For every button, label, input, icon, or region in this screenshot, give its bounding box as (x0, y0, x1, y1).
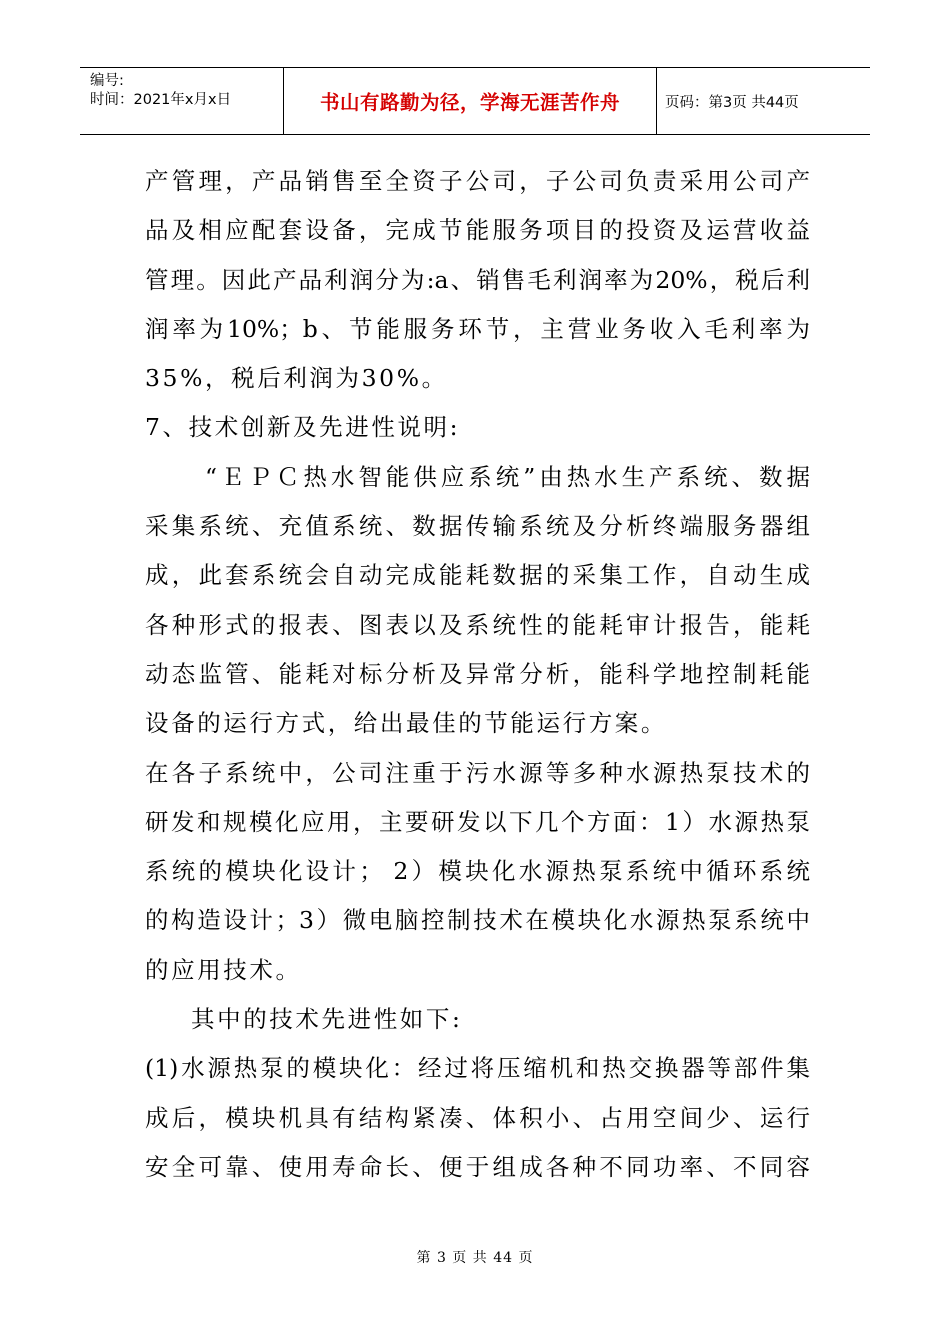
body-line: 在各子系统中，公司注重于污水源等多种水源热泵技术的 (145, 758, 810, 787)
header-page-info: 页码：第3页 共44页 (665, 94, 799, 111)
document-date: 时间：2021年x月x日 (90, 92, 232, 108)
body-line: 润率为10%；b、节能服务环节，主营业务收入毛利率为 (145, 314, 810, 343)
page-header (80, 67, 870, 135)
body-line: 成，此套系统会自动完成能耗数据的采集工作，自动生成 (145, 561, 810, 590)
header-motto: 书山有路勤为径，学海无涯苦作舟 (283, 68, 657, 134)
body-line: 的应用技术。 (145, 955, 302, 984)
body-line: 采集系统、充值系统、数据传输系统及分析终端服务器组 (145, 512, 810, 541)
body-line: 产管理，产品销售至全资子公司，子公司负责采用公司产 (145, 167, 810, 195)
body-line: 设备的运行方式，给出最佳的节能运行方案。 (145, 709, 667, 738)
document-number-label: 编号: (90, 73, 124, 89)
header-meta (80, 68, 283, 134)
body-line: 35%，税后利润为30%。 (145, 364, 448, 393)
body-line: “ＥＰＣ热水智能供应系统”由热水生产系统、数据 (205, 462, 810, 491)
body-line: 系统的模块化设计； 2）模块化水源热泵系统中循环系统 (145, 857, 810, 886)
body-line: 的构造设计；3）微电脑控制技术在模块化水源热泵系统中 (145, 906, 810, 935)
body-line: 其中的技术先进性如下: (191, 1005, 463, 1034)
body-line: 成后，模块机具有结构紧凑、体积小、占用空间少、运行 (145, 1103, 810, 1132)
document-body (145, 157, 810, 1192)
page-footer: 第 3 页 共 44 页 (416, 1250, 534, 1266)
body-line: (1)水源热泵的模块化：经过将压缩机和热交换器等部件集 (145, 1054, 810, 1083)
body-line: 动态监管、能耗对标分析及异常分析，能科学地控制耗能 (145, 659, 810, 688)
section-heading: 7、技术创新及先进性说明: (145, 413, 461, 442)
body-line: 各种形式的报表、图表以及系统性的能耗审计报告，能耗 (145, 610, 810, 639)
body-line: 研发和规模化应用，主要研发以下几个方面：1）水源热泵 (145, 807, 810, 836)
body-line: 管理。因此产品利润分为:a、销售毛利润率为20%，税后利 (145, 265, 810, 294)
body-line: 安全可靠、使用寿命长、便于组成各种不同功率、不同容 (145, 1152, 810, 1181)
body-line: 品及相应配套设备，完成节能服务项目的投资及运营收益 (145, 216, 810, 245)
